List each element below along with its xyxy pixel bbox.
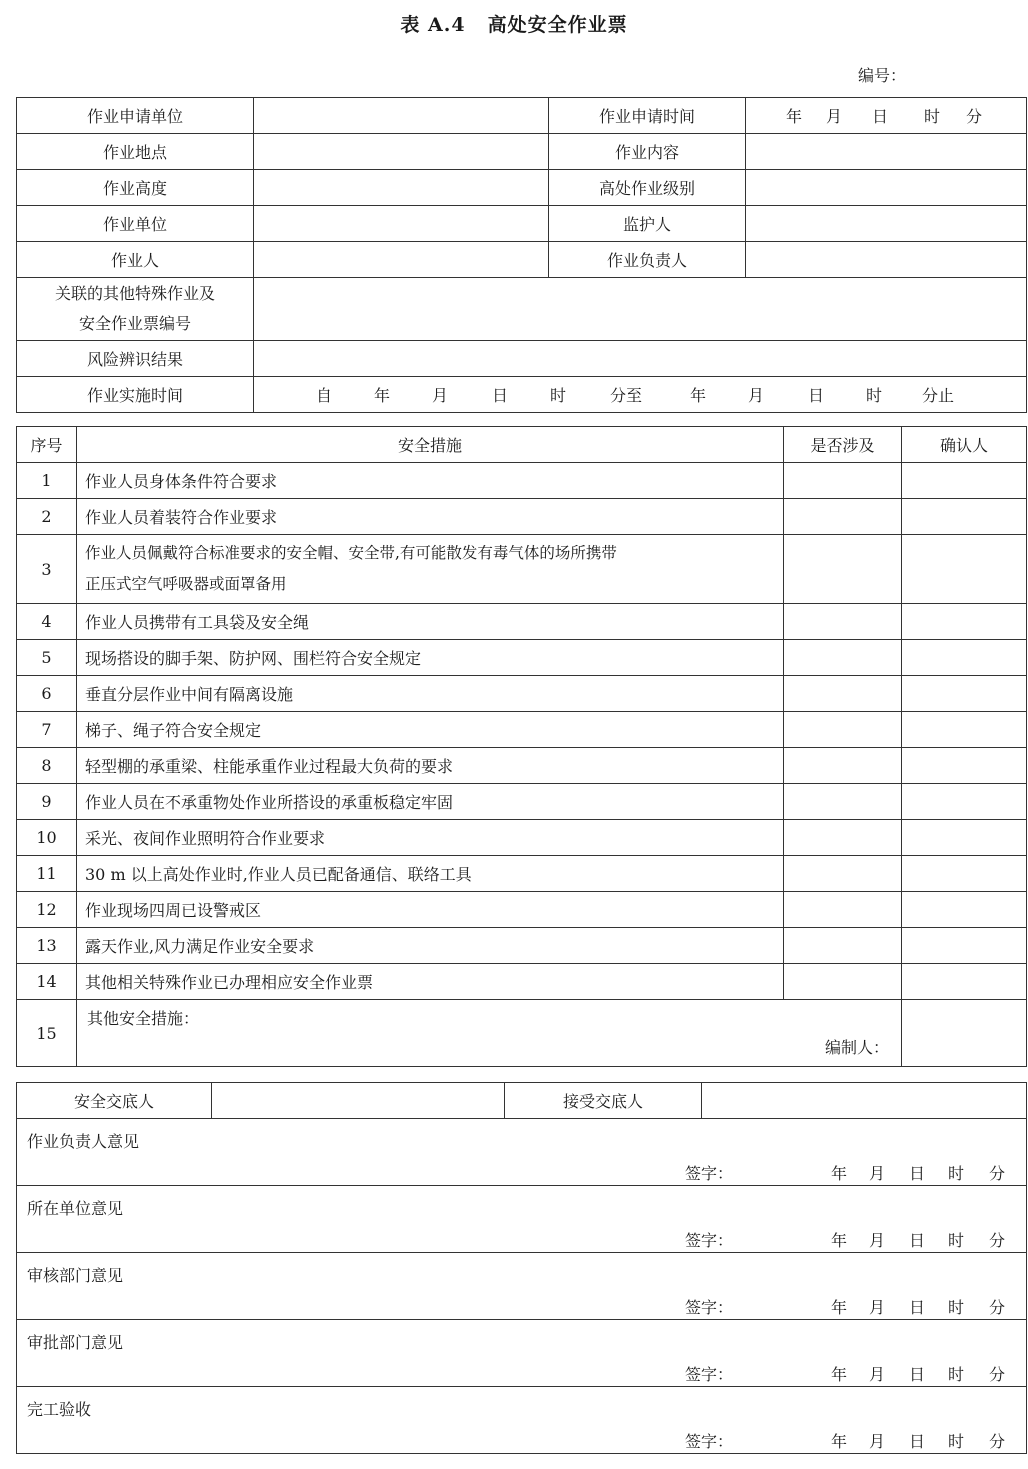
row-confirmer-cell[interactable] bbox=[902, 640, 1027, 676]
row-no: 5 bbox=[17, 640, 77, 676]
exec-time-from: 自 bbox=[316, 386, 333, 405]
worker-field[interactable] bbox=[254, 242, 549, 278]
row-involved-cell[interactable] bbox=[784, 784, 902, 820]
sig-month: 月 bbox=[869, 1164, 886, 1183]
signature-label: 签字： bbox=[685, 1164, 734, 1183]
header-measure: 安全措施 bbox=[77, 427, 784, 463]
row-involved-cell[interactable] bbox=[784, 463, 902, 499]
row-no: 6 bbox=[17, 676, 77, 712]
signature-label: 签字： bbox=[685, 1365, 734, 1384]
sig-day: 日 bbox=[909, 1365, 926, 1384]
row-measure: 现场搭设的脚手架、防护网、围栏符合安全规定 bbox=[77, 640, 784, 676]
info-table bbox=[16, 97, 1027, 413]
level-label: 高处作业级别 bbox=[549, 170, 746, 206]
related-work-label-line1: 关联的其他特殊作业及 bbox=[54, 284, 215, 303]
exec-time-field[interactable] bbox=[254, 377, 1027, 413]
row-measure: 露天作业,风力满足作业安全要求 bbox=[77, 928, 784, 964]
table-row bbox=[17, 928, 1027, 964]
sig-year: 年 bbox=[831, 1365, 848, 1384]
exec-time-hour2: 时 bbox=[866, 386, 883, 405]
opinion-review[interactable] bbox=[17, 1253, 1027, 1320]
sig-minute: 分 bbox=[989, 1298, 1006, 1317]
signature-label: 签字： bbox=[685, 1231, 734, 1250]
row-measure-line2: 正压式空气呼吸器或面罩备用 bbox=[85, 575, 287, 593]
serial-number-label: 编号： bbox=[858, 66, 907, 85]
height-field[interactable] bbox=[254, 170, 549, 206]
row-no: 9 bbox=[17, 784, 77, 820]
row-involved-cell[interactable] bbox=[784, 676, 902, 712]
sig-minute: 分 bbox=[989, 1231, 1006, 1250]
apply-time-hour: 时 bbox=[924, 107, 941, 126]
sig-minute: 分 bbox=[989, 1365, 1006, 1384]
sig-month: 月 bbox=[869, 1231, 886, 1250]
row-measure: 作业现场四周已设警戒区 bbox=[77, 892, 784, 928]
row-confirmer-cell[interactable] bbox=[902, 820, 1027, 856]
sig-hour: 时 bbox=[948, 1298, 965, 1317]
sig-minute: 分 bbox=[989, 1164, 1006, 1183]
exec-time-day2: 日 bbox=[808, 386, 825, 405]
row-measure: 作业人员携带有工具袋及安全绳 bbox=[77, 604, 784, 640]
row-measure: 垂直分层作业中间有隔离设施 bbox=[77, 676, 784, 712]
safety-briefer-label: 安全交底人 bbox=[17, 1083, 212, 1119]
row-involved-cell[interactable] bbox=[784, 820, 902, 856]
opinion-unit[interactable] bbox=[17, 1186, 1027, 1253]
exec-time-day1: 日 bbox=[492, 386, 509, 405]
table-row bbox=[17, 856, 1027, 892]
table-row bbox=[17, 712, 1027, 748]
opinion-approval[interactable] bbox=[17, 1320, 1027, 1387]
apply-time-day: 日 bbox=[872, 107, 889, 126]
row-no: 10 bbox=[17, 820, 77, 856]
table-row bbox=[17, 535, 1027, 604]
exec-time-year1: 年 bbox=[374, 386, 391, 405]
risk-label: 风险辨识结果 bbox=[17, 341, 254, 377]
row-involved-cell[interactable] bbox=[784, 604, 902, 640]
compiler-label: 编制人： bbox=[824, 1038, 889, 1057]
row-involved-cell[interactable] bbox=[784, 892, 902, 928]
row-confirmer-cell[interactable] bbox=[902, 712, 1027, 748]
header-no: 序号 bbox=[17, 427, 77, 463]
row-measure bbox=[77, 535, 784, 604]
leader-label: 作业负责人 bbox=[549, 242, 746, 278]
header-confirmer: 确认人 bbox=[902, 427, 1027, 463]
level-field[interactable] bbox=[746, 170, 1027, 206]
opinion-label: 作业负责人意见 bbox=[27, 1132, 140, 1151]
row-confirmer-cell[interactable] bbox=[902, 604, 1027, 640]
table-number: 表 A.4 bbox=[400, 14, 466, 36]
row-confirmer-cell[interactable] bbox=[902, 892, 1027, 928]
sig-year: 年 bbox=[831, 1164, 848, 1183]
row-no: 14 bbox=[17, 964, 77, 1000]
row-involved-cell[interactable] bbox=[784, 640, 902, 676]
briefing-receiver-label: 接受交底人 bbox=[505, 1083, 702, 1119]
row-no: 15 bbox=[17, 1000, 77, 1067]
apply-time-field[interactable] bbox=[746, 98, 1027, 134]
row-measure: 采光、夜间作业照明符合作业要求 bbox=[77, 820, 784, 856]
row-confirmer-cell[interactable] bbox=[902, 928, 1027, 964]
measures-table bbox=[16, 426, 1027, 1067]
related-work-label-line2: 安全作业票编号 bbox=[78, 314, 191, 333]
other-measures-cell[interactable] bbox=[77, 1000, 902, 1067]
exec-time-minute-end: 分止 bbox=[922, 386, 955, 405]
row-no: 12 bbox=[17, 892, 77, 928]
location-field[interactable] bbox=[254, 134, 549, 170]
row-involved-cell[interactable] bbox=[784, 928, 902, 964]
sig-hour: 时 bbox=[948, 1432, 965, 1451]
apply-time-label: 作业申请时间 bbox=[549, 98, 746, 134]
row-measure-line1: 作业人员佩戴符合标准要求的安全帽、安全带,有可能散发有毒气体的场所携带 bbox=[85, 544, 617, 562]
table-row bbox=[17, 820, 1027, 856]
other-measures-label: 其他安全措施： bbox=[87, 1009, 200, 1028]
opinion-label: 所在单位意见 bbox=[27, 1199, 124, 1218]
row-no: 3 bbox=[17, 535, 77, 604]
sig-day: 日 bbox=[909, 1164, 926, 1183]
table-row bbox=[17, 964, 1027, 1000]
sig-month: 月 bbox=[869, 1365, 886, 1384]
row-confirmer-cell[interactable] bbox=[902, 463, 1027, 499]
exec-time-hour1: 时 bbox=[550, 386, 567, 405]
guardian-label: 监护人 bbox=[549, 206, 746, 242]
table-row bbox=[17, 676, 1027, 712]
risk-field[interactable] bbox=[254, 341, 1027, 377]
row-confirmer-cell[interactable] bbox=[902, 784, 1027, 820]
completion-acceptance[interactable] bbox=[17, 1387, 1027, 1454]
exec-time-minute-to: 分至 bbox=[610, 386, 643, 405]
row-no: 2 bbox=[17, 499, 77, 535]
content-field[interactable] bbox=[746, 134, 1027, 170]
row-confirmer-cell[interactable] bbox=[902, 535, 1027, 604]
row-measure: 作业人员身体条件符合要求 bbox=[77, 463, 784, 499]
table-row bbox=[17, 748, 1027, 784]
table-row bbox=[17, 784, 1027, 820]
signature-label: 签字： bbox=[685, 1432, 734, 1451]
sig-year: 年 bbox=[831, 1432, 848, 1451]
exec-time-year2: 年 bbox=[690, 386, 707, 405]
row-confirmer-cell[interactable] bbox=[902, 499, 1027, 535]
sig-minute: 分 bbox=[989, 1432, 1006, 1451]
apply-unit-field[interactable] bbox=[254, 98, 549, 134]
row-involved-cell[interactable] bbox=[784, 964, 902, 1000]
sig-day: 日 bbox=[909, 1432, 926, 1451]
apply-time-year: 年 bbox=[786, 107, 803, 126]
opinion-label: 审批部门意见 bbox=[27, 1333, 124, 1352]
page-title bbox=[0, 10, 1028, 37]
row-no: 7 bbox=[17, 712, 77, 748]
sig-hour: 时 bbox=[948, 1164, 965, 1183]
other-confirmer-cell[interactable] bbox=[902, 1000, 1027, 1067]
row-measure: 其他相关特殊作业已办理相应安全作业票 bbox=[77, 964, 784, 1000]
row-involved-cell[interactable] bbox=[784, 748, 902, 784]
table-row bbox=[17, 604, 1027, 640]
row-involved-cell[interactable] bbox=[784, 712, 902, 748]
form-title: 高处安全作业票 bbox=[487, 14, 628, 36]
location-label: 作业地点 bbox=[17, 134, 254, 170]
row-confirmer-cell[interactable] bbox=[902, 748, 1027, 784]
row-measure: 梯子、绳子符合安全规定 bbox=[77, 712, 784, 748]
briefing-receiver-field[interactable] bbox=[702, 1083, 1027, 1119]
row-involved-cell[interactable] bbox=[784, 535, 902, 604]
table-row bbox=[17, 892, 1027, 928]
row-measure: 30 m 以上高处作业时,作业人员已配备通信、联络工具 bbox=[77, 856, 784, 892]
table-row bbox=[17, 640, 1027, 676]
row-confirmer-cell[interactable] bbox=[902, 676, 1027, 712]
work-unit-field[interactable] bbox=[254, 206, 549, 242]
guardian-field[interactable] bbox=[746, 206, 1027, 242]
row-no: 13 bbox=[17, 928, 77, 964]
row-no: 11 bbox=[17, 856, 77, 892]
leader-field[interactable] bbox=[746, 242, 1027, 278]
row-confirmer-cell[interactable] bbox=[902, 964, 1027, 1000]
opinion-label: 完工验收 bbox=[27, 1400, 92, 1419]
exec-time-month1: 月 bbox=[432, 386, 449, 405]
content-label: 作业内容 bbox=[549, 134, 746, 170]
approval-table bbox=[16, 1082, 1027, 1454]
sig-year: 年 bbox=[831, 1298, 848, 1317]
sig-day: 日 bbox=[909, 1298, 926, 1317]
worker-label: 作业人 bbox=[17, 242, 254, 278]
table-row bbox=[17, 1000, 1027, 1067]
row-no: 1 bbox=[17, 463, 77, 499]
row-no: 4 bbox=[17, 604, 77, 640]
apply-unit-label: 作业申请单位 bbox=[17, 98, 254, 134]
row-involved-cell[interactable] bbox=[784, 499, 902, 535]
exec-time-label: 作业实施时间 bbox=[17, 377, 254, 413]
related-work-field[interactable] bbox=[254, 278, 1027, 341]
row-confirmer-cell[interactable] bbox=[902, 856, 1027, 892]
apply-time-minute: 分 bbox=[966, 107, 983, 126]
apply-time-month: 月 bbox=[826, 107, 843, 126]
height-label: 作业高度 bbox=[17, 170, 254, 206]
opinion-label: 审核部门意见 bbox=[27, 1266, 124, 1285]
row-measure: 作业人员在不承重物处作业所搭设的承重板稳定牢固 bbox=[77, 784, 784, 820]
row-involved-cell[interactable] bbox=[784, 856, 902, 892]
sig-day: 日 bbox=[909, 1231, 926, 1250]
sig-hour: 时 bbox=[948, 1231, 965, 1250]
row-no: 8 bbox=[17, 748, 77, 784]
opinion-leader[interactable] bbox=[17, 1119, 1027, 1186]
work-unit-label: 作业单位 bbox=[17, 206, 254, 242]
row-measure: 作业人员着装符合作业要求 bbox=[77, 499, 784, 535]
sig-month: 月 bbox=[869, 1432, 886, 1451]
table-row bbox=[17, 499, 1027, 535]
sig-year: 年 bbox=[831, 1231, 848, 1250]
row-measure: 轻型棚的承重梁、柱能承重作业过程最大负荷的要求 bbox=[77, 748, 784, 784]
exec-time-month2: 月 bbox=[748, 386, 765, 405]
related-work-label bbox=[17, 278, 254, 341]
safety-briefer-field[interactable] bbox=[212, 1083, 505, 1119]
table-row bbox=[17, 463, 1027, 499]
sig-month: 月 bbox=[869, 1298, 886, 1317]
sig-hour: 时 bbox=[948, 1365, 965, 1384]
header-involved: 是否涉及 bbox=[784, 427, 902, 463]
signature-label: 签字： bbox=[685, 1298, 734, 1317]
